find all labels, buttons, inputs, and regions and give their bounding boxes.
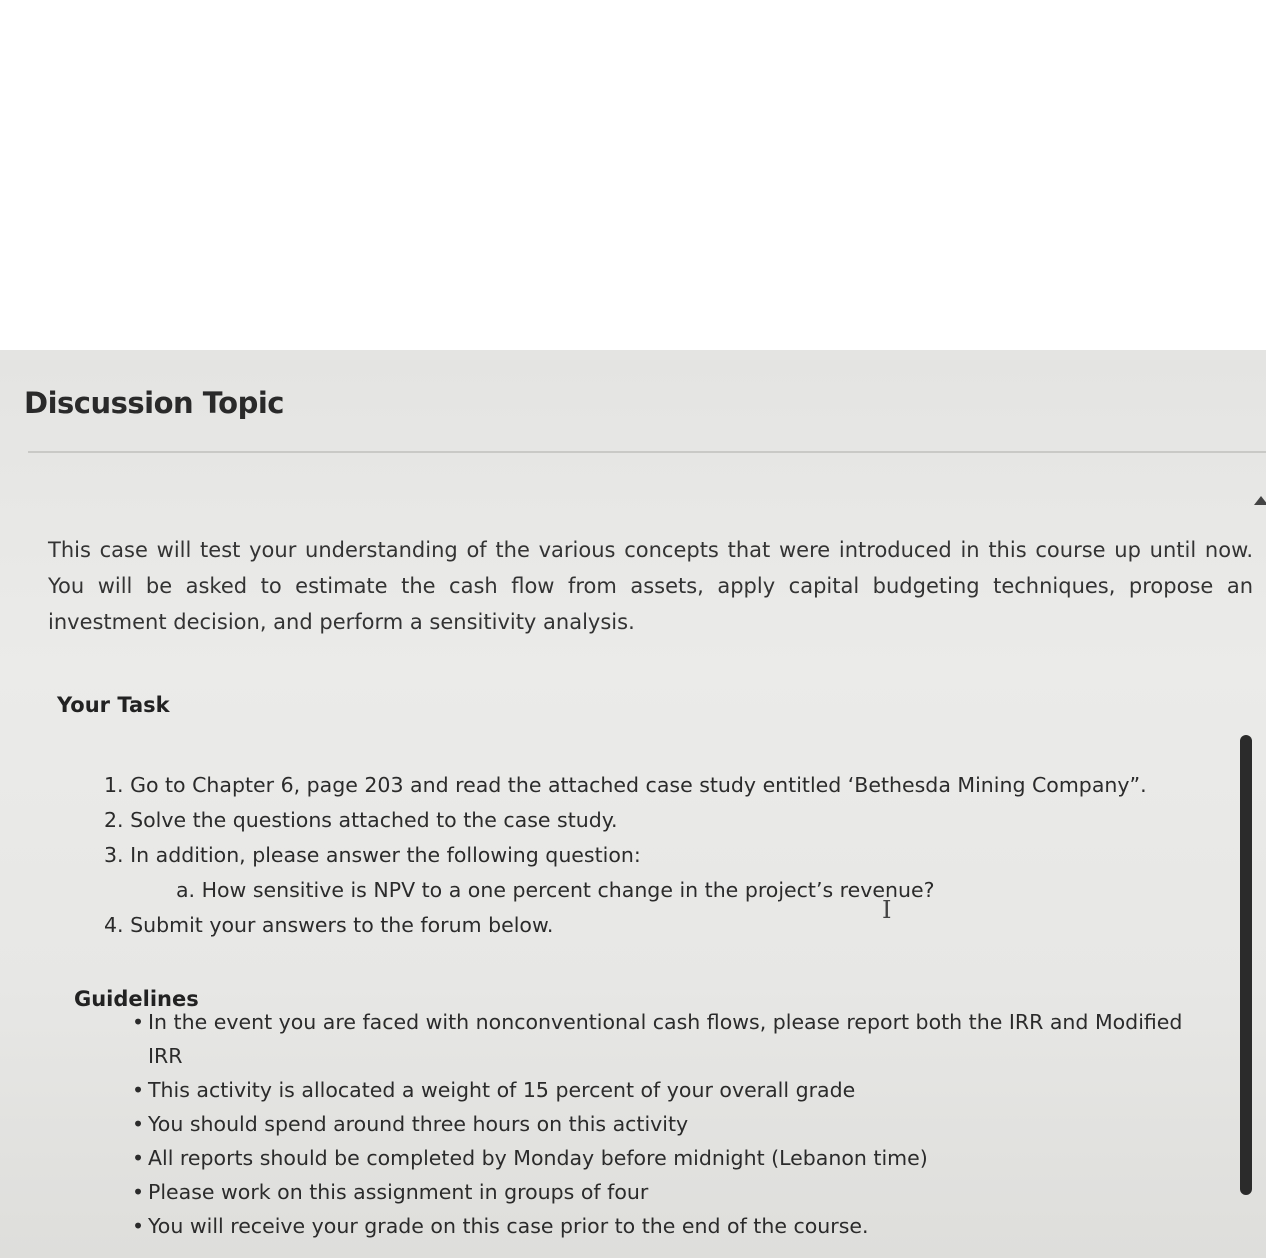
guideline-item-3: • You should spend around three hours on this activity <box>132 1107 1182 1141</box>
guideline-item-1: • In the event you are faced with nonconventional cash flows, please report both the IRR and Modified <box>132 1005 1182 1039</box>
title-divider <box>28 451 1266 453</box>
intro-paragraph: This case will test your understanding of the various concepts that were introduced in this course up until now. You will be asked to estimate the cash flow from assets, apply capital budgeting techniques, propose an investment decision, and perform a sensitivity analysis. <box>48 538 1253 634</box>
page-title: Discussion Topic <box>24 386 284 420</box>
guideline-item-1-cont: IRR <box>148 1044 183 1068</box>
discussion-panel <box>0 350 1266 1258</box>
blank-area <box>0 0 1266 350</box>
text-cursor-icon: I <box>882 896 892 924</box>
guideline-item-2: • This activity is allocated a weight of 15 percent of your overall grade <box>132 1073 1182 1107</box>
guideline-item-5: • Please work on this assignment in groups of four <box>132 1175 1182 1209</box>
task-item-3a: a. How sensitive is NPV to a one percent change in the project’s revenue? <box>176 878 935 902</box>
guidelines-list <box>132 1005 1182 1243</box>
task-item-1: 1. Go to Chapter 6, page 203 and read the attached case study entitled ‘Bethesda Mining Company”. <box>104 773 1147 797</box>
scrollbar-thumb[interactable] <box>1240 735 1252 1195</box>
task-list <box>104 768 1147 943</box>
guidelines-heading: Guidelines <box>74 987 199 1011</box>
guideline-item-6: • You will receive your grade on this case prior to the end of the course. <box>132 1209 1182 1243</box>
task-item-4: 4. Submit your answers to the forum below. <box>104 913 554 937</box>
scroll-up-arrow-icon[interactable] <box>1254 496 1266 505</box>
your-task-heading: Your Task <box>57 693 170 717</box>
task-item-2: 2. Solve the questions attached to the case study. <box>104 808 618 832</box>
guideline-item-4: • All reports should be completed by Monday before midnight (Lebanon time) <box>132 1141 1182 1175</box>
task-item-3: 3. In addition, please answer the following question: <box>104 843 641 867</box>
